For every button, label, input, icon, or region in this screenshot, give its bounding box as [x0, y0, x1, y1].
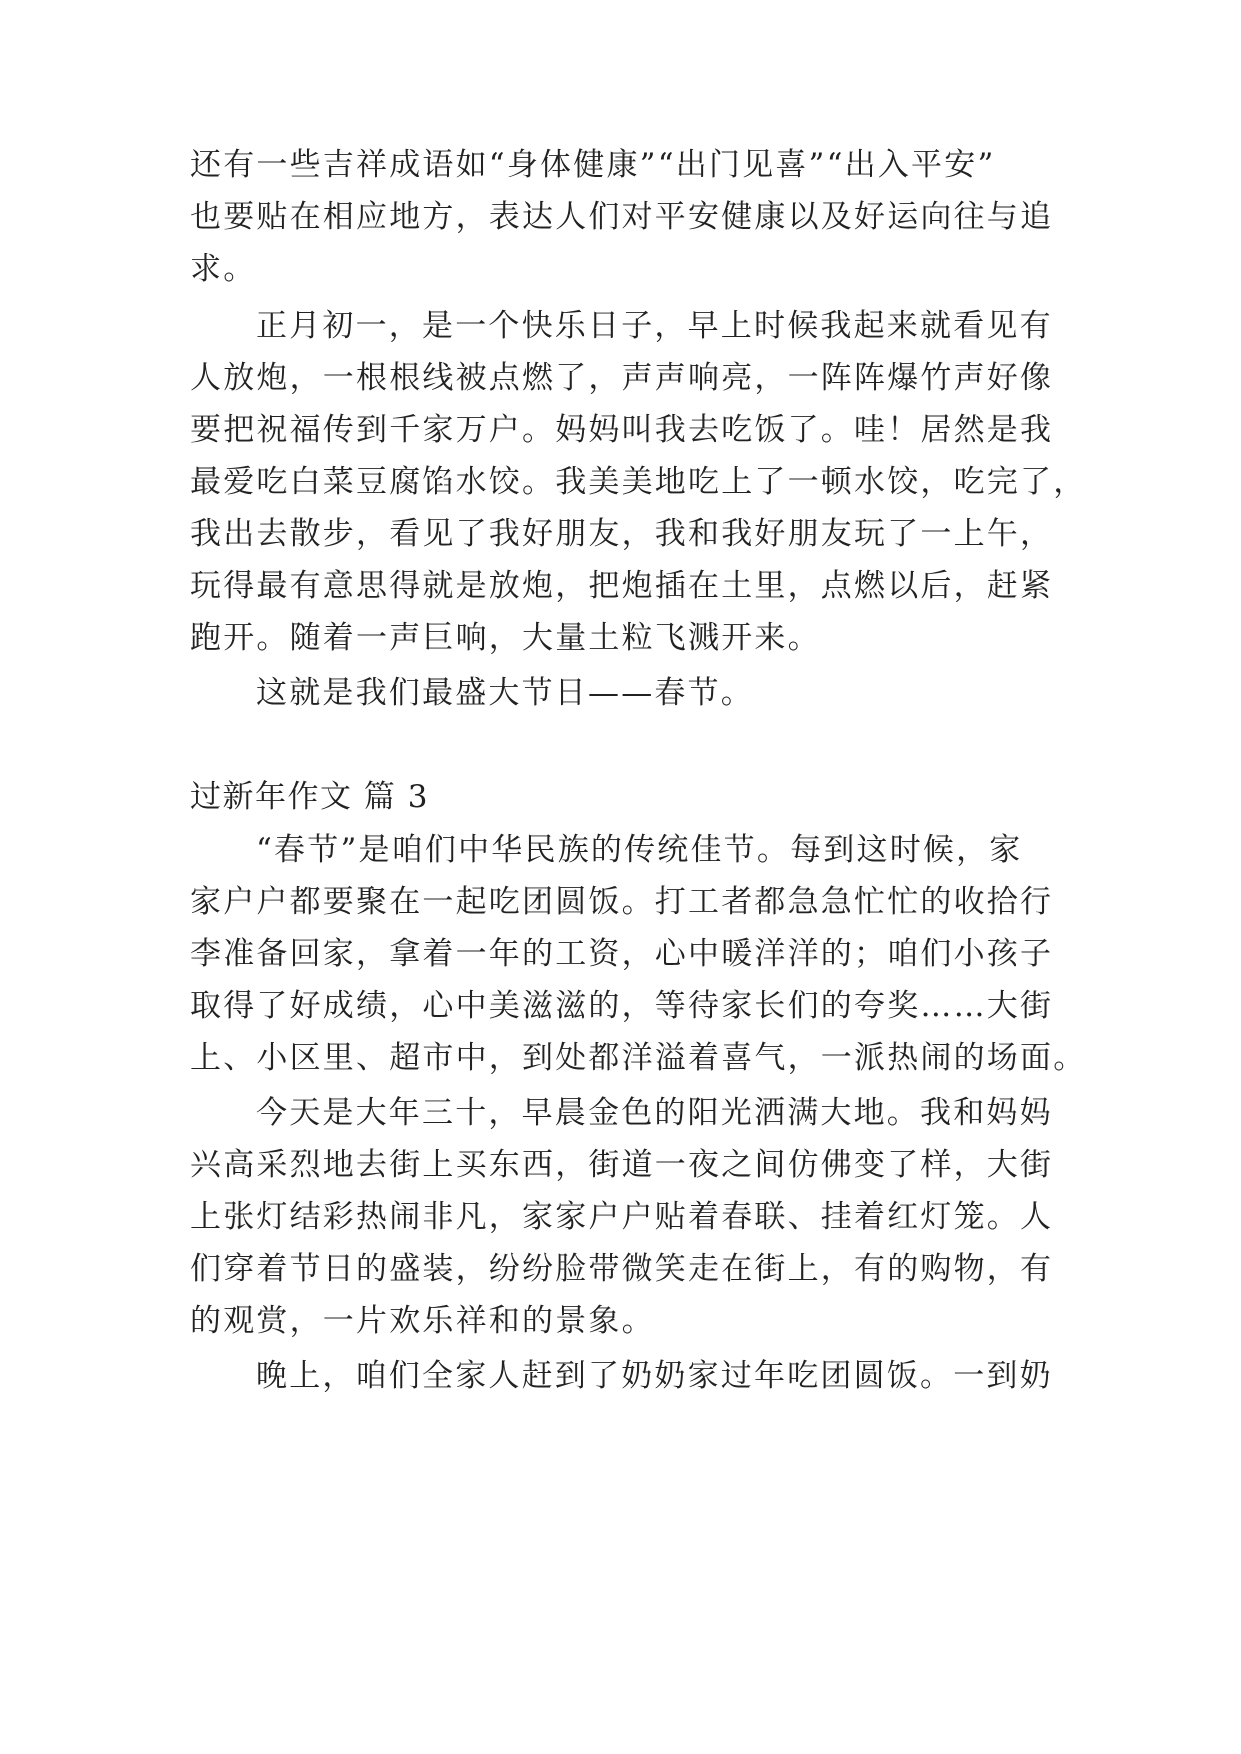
text-line: 们穿着节日的盛装，纷纷脸带微笑走在街上，有的购物，有: [190, 1251, 1054, 1287]
text-line: 我出去散步，看见了我好朋友，我和我好朋友玩了一上午，: [190, 516, 1054, 552]
text-line: 晚上，咱们全家人赶到了奶奶家过年吃团圆饭。一到奶: [256, 1358, 1053, 1394]
text-line: 家户户都要聚在一起吃团圆饭。打工者都急急忙忙的收拾行: [190, 884, 1054, 920]
text-line: 今天是大年三十，早晨金色的阳光洒满大地。我和妈妈: [256, 1095, 1053, 1131]
text-line: 正月初一，是一个快乐日子，早上时候我起来就看见有: [256, 308, 1053, 344]
text-line: 要把祝福传到千家万户。妈妈叫我去吃饭了。哇！居然是我: [190, 412, 1054, 448]
section-heading: 过新年作文 篇 3: [190, 779, 429, 815]
text-line: 李准备回家，拿着一年的工资，心中暖洋洋的；咱们小孩子: [190, 936, 1054, 972]
text-line: 人放炮，一根根线被点燃了，声声响亮，一阵阵爆竹声好像: [190, 360, 1054, 396]
text-line: 跑开。随着一声巨响，大量土粒飞溅开来。: [190, 620, 821, 656]
text-line: 求。: [190, 251, 257, 287]
text-line: 也要贴在相应地方，表达人们对平安健康以及好运向往与追: [190, 199, 1054, 235]
text-line: 兴高采烈地去街上买东西，街道一夜之间仿佛变了样，大街: [190, 1147, 1054, 1183]
text-line: 最爱吃白菜豆腐馅水饺。我美美地吃上了一顿水饺，吃完了，: [190, 464, 1087, 500]
text-line: 这就是我们最盛大节日——春节。: [256, 675, 754, 711]
text-line: “春节”是咱们中华民族的传统佳节。每到这时候，家: [256, 832, 1023, 868]
text-line: 取得了好成绩，心中美滋滋的，等待家长们的夸奖……大街: [190, 988, 1054, 1024]
text-line: 还有一些吉祥成语如“身体健康”“出门见喜”“出入平安”: [190, 147, 996, 183]
text-line: 玩得最有意思得就是放炮，把炮插在土里，点燃以后，赶紧: [190, 568, 1054, 604]
text-line: 上、小区里、超市中，到处都洋溢着喜气，一派热闹的场面。: [190, 1040, 1087, 1076]
text-line: 上张灯结彩热闹非凡，家家户户贴着春联、挂着红灯笼。人: [190, 1199, 1054, 1235]
text-line: 的观赏，一片欢乐祥和的景象。: [190, 1303, 655, 1339]
